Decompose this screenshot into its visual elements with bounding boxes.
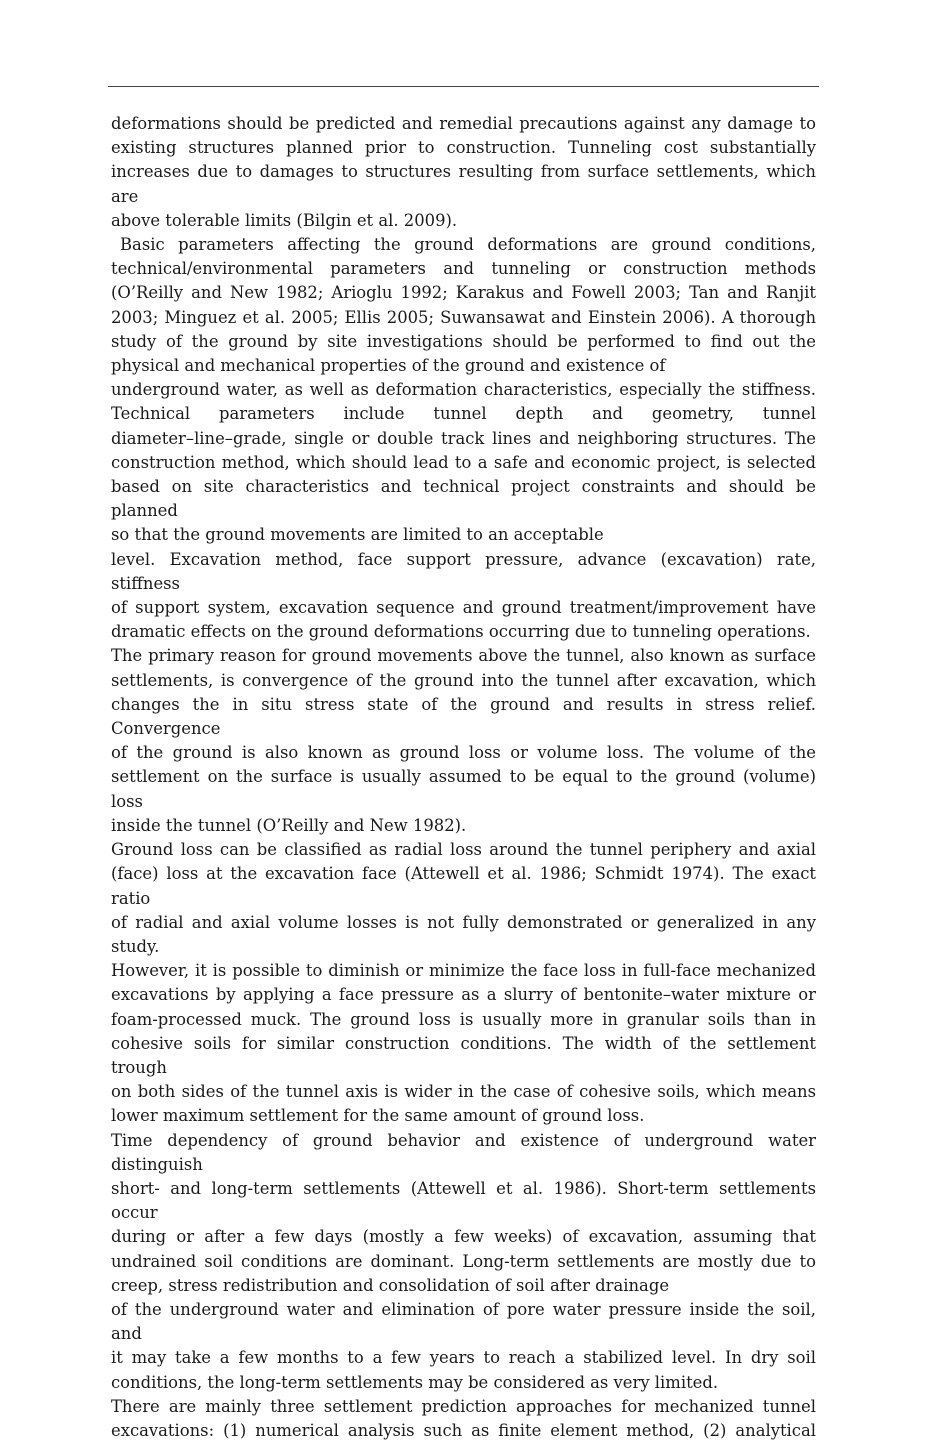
- text-line: settlements, is convergence of the ground into the tunnel after excavation, which: [111, 670, 816, 690]
- text-line: conditions, the long-term settlements may be considered as very limited.: [111, 1372, 719, 1392]
- text-line: diameter–line–grade, single or double track lines and neighboring structures. The: [111, 428, 816, 448]
- text-line: short- and long-term settlements (Attewell et al. 1986). Short-term settlements occur: [111, 1178, 816, 1223]
- text-line: settlement on the surface is usually assumed to be equal to the ground (volume) loss: [111, 767, 816, 811]
- text-line: above tolerable limits (Bilgin et al. 2009).: [111, 210, 458, 230]
- text-line: cohesive soils for similar construction conditions. The width of the settlement trough: [111, 1033, 816, 1077]
- text-line: based on site characteristics and technical project constraints and should be planned: [111, 477, 816, 521]
- text-line: during or after a few days (mostly a few weeks) of excavation, assuming that: [111, 1227, 816, 1247]
- text-line: Technical parameters include tunnel depth and geometry, tunnel: [111, 404, 816, 424]
- text-line: lower maximum settlement for the same amount of ground loss.: [111, 1106, 645, 1126]
- text-line: There are mainly three settlement prediction approaches for mechanized tunnel: [111, 1396, 816, 1416]
- text-line: excavations by applying a face pressure as a slurry of bentonite–water mixture or: [111, 985, 816, 1005]
- text-line: of the ground is also known as ground loss or volume loss. The volume of the: [111, 743, 816, 763]
- text-line: Time dependency of ground behavior and existence of underground water distinguish: [111, 1130, 816, 1174]
- text-line: on both sides of the tunnel axis is wider in the case of cohesive soils, which means: [111, 1082, 816, 1102]
- text-line: technical/environmental parameters and tunneling or construction methods: [111, 259, 816, 279]
- header-rule: [108, 86, 819, 87]
- text-line: so that the ground movements are limited to an acceptable: [111, 525, 604, 545]
- text-line: deformations should be predicted and remedial precautions against any damage to: [111, 114, 816, 133]
- text-line: However, it is possible to diminish or minimize the face loss in full-face mechanized: [111, 961, 816, 981]
- text-line: Ground loss can be classified as radial loss around the tunnel periphery and axial: [111, 840, 816, 860]
- text-line: underground water, as well as deformation characteristics, especially the stiffness.: [111, 380, 816, 400]
- text-line: increases due to damages to structures resulting from surface settlements, which are: [111, 162, 816, 206]
- text-line: inside the tunnel (O’Reilly and New 1982).: [111, 815, 467, 835]
- text-line: 2003; Minguez et al. 2005; Ellis 2005; Suwansawat and Einstein 2006). A thorough: [111, 307, 816, 327]
- text-line: physical and mechanical properties of the ground and existence of: [111, 356, 666, 376]
- text-line: of the underground water and elimination of pore water pressure inside the soil, and: [111, 1299, 816, 1344]
- text-line: existing structures planned prior to construction. Tunneling cost substantially: [111, 138, 816, 158]
- body-text: [111, 112, 816, 1443]
- text-line: The primary reason for ground movements above the tunnel, also known as surface: [111, 646, 816, 666]
- text-line: (face) loss at the excavation face (Attewell et al. 1986; Schmidt 1974). The exact ratio: [111, 864, 816, 908]
- text-line: level. Excavation method, face support pressure, advance (excavation) rate, stiffness: [111, 549, 816, 593]
- text-line: changes the in situ stress state of the ground and results in stress relief. Convergence: [111, 694, 816, 739]
- text-line: excavations: (1) numerical analysis such as finite element method, (2) analytical: [111, 1420, 816, 1440]
- text-line: creep, stress redistribution and consolidation of soil after drainage: [111, 1275, 670, 1295]
- text-line: dramatic effects on the ground deformations occurring due to tunneling operations.: [111, 622, 811, 642]
- text-line: Basic parameters affecting the ground deformations are ground conditions,: [120, 235, 816, 255]
- text-line: it may take a few months to a few years to reach a stabilized level. In dry soil: [111, 1348, 816, 1368]
- text-line: construction method, which should lead to a safe and economic project, is selected: [111, 452, 816, 472]
- text-line: foam-processed muck. The ground loss is usually more in granular soils than in: [111, 1009, 816, 1029]
- text-line: of radial and axial volume losses is not fully demonstrated or generalized in any study.: [111, 912, 816, 956]
- text-line: (O’Reilly and New 1982; Arioglu 1992; Karakus and Fowell 2003; Tan and Ranjit: [111, 283, 816, 303]
- text-line: of support system, excavation sequence and ground treatment/improvement have: [111, 598, 816, 618]
- text-line: study of the ground by site investigations should be performed to find out the: [111, 331, 816, 351]
- text-line: undrained soil conditions are dominant. Long-term settlements are mostly due to: [111, 1251, 816, 1271]
